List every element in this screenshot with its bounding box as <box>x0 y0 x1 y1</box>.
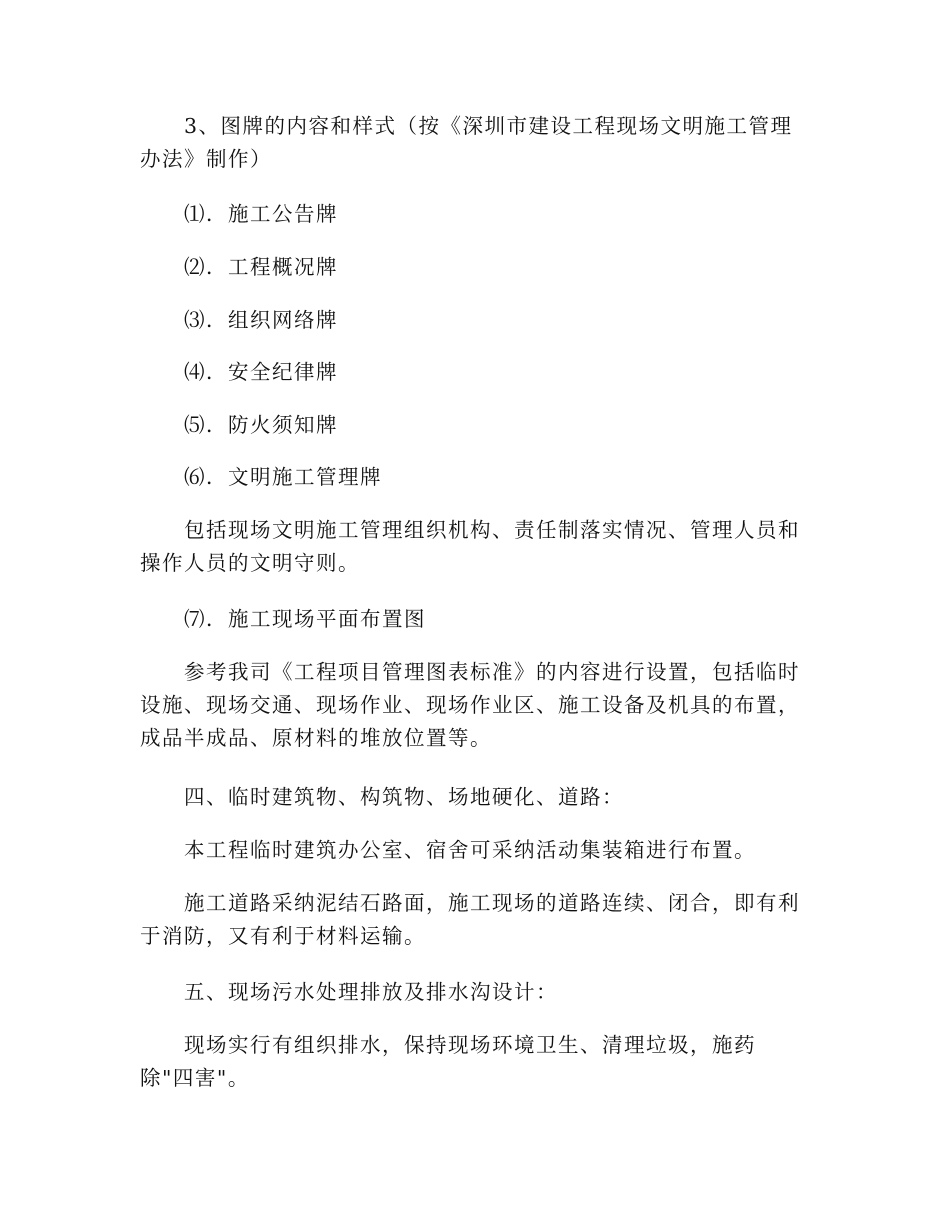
paragraph-civilized-management-content: 包括现场文明施工管理组织机构、责任制落实情况、管理人员和操作人员的文明守则。 <box>140 518 800 575</box>
paragraph-image-sign-heading: 3、图牌的内容和样式（按《深圳市建设工程现场文明施工管理办法》制作） <box>140 114 793 171</box>
list-item-safety-discipline-board: ⑷．安全纪律牌 <box>184 360 338 384</box>
list-item-civilized-construction-board: ⑹．文明施工管理牌 <box>184 465 382 489</box>
paragraph-construction-road: 施工道路采纳泥结石路面，施工现场的道路连续、闭合，即有利于消防，又有利于材料运输。 <box>140 891 800 948</box>
list-item-construction-notice-board: ⑴．施工公告牌 <box>184 202 338 226</box>
list-item-site-layout-plan: ⑺．施工现场平面布置图 <box>184 607 426 631</box>
paragraph-temporary-office: 本工程临时建筑办公室、宿舍可采纳活动集装箱进行布置。 <box>184 838 756 862</box>
paragraph-layout-plan-content: 参考我司《工程项目管理图表标准》的内容进行设置，包括临时设施、现场交通、现场作业、现场作业区、施工设备及机具的布置，成品半成品、原材料的堆放位置等。 <box>140 660 800 750</box>
section-heading-temporary-buildings: 四、临时建筑物、构筑物、场地硬化、道路： <box>184 785 624 809</box>
list-item-organization-network-board: ⑶．组织网络牌 <box>184 308 338 332</box>
list-item-fire-notice-board: ⑸．防火须知牌 <box>184 413 338 437</box>
section-heading-sewage-drainage: 五、现场污水处理排放及排水沟设计： <box>184 980 558 1004</box>
list-item-project-overview-board: ⑵．工程概况牌 <box>184 255 338 279</box>
paragraph-organized-drainage: 现场实行有组织排水，保持现场环境卫生、清理垃圾，施药除"四害"。 <box>140 1033 756 1090</box>
